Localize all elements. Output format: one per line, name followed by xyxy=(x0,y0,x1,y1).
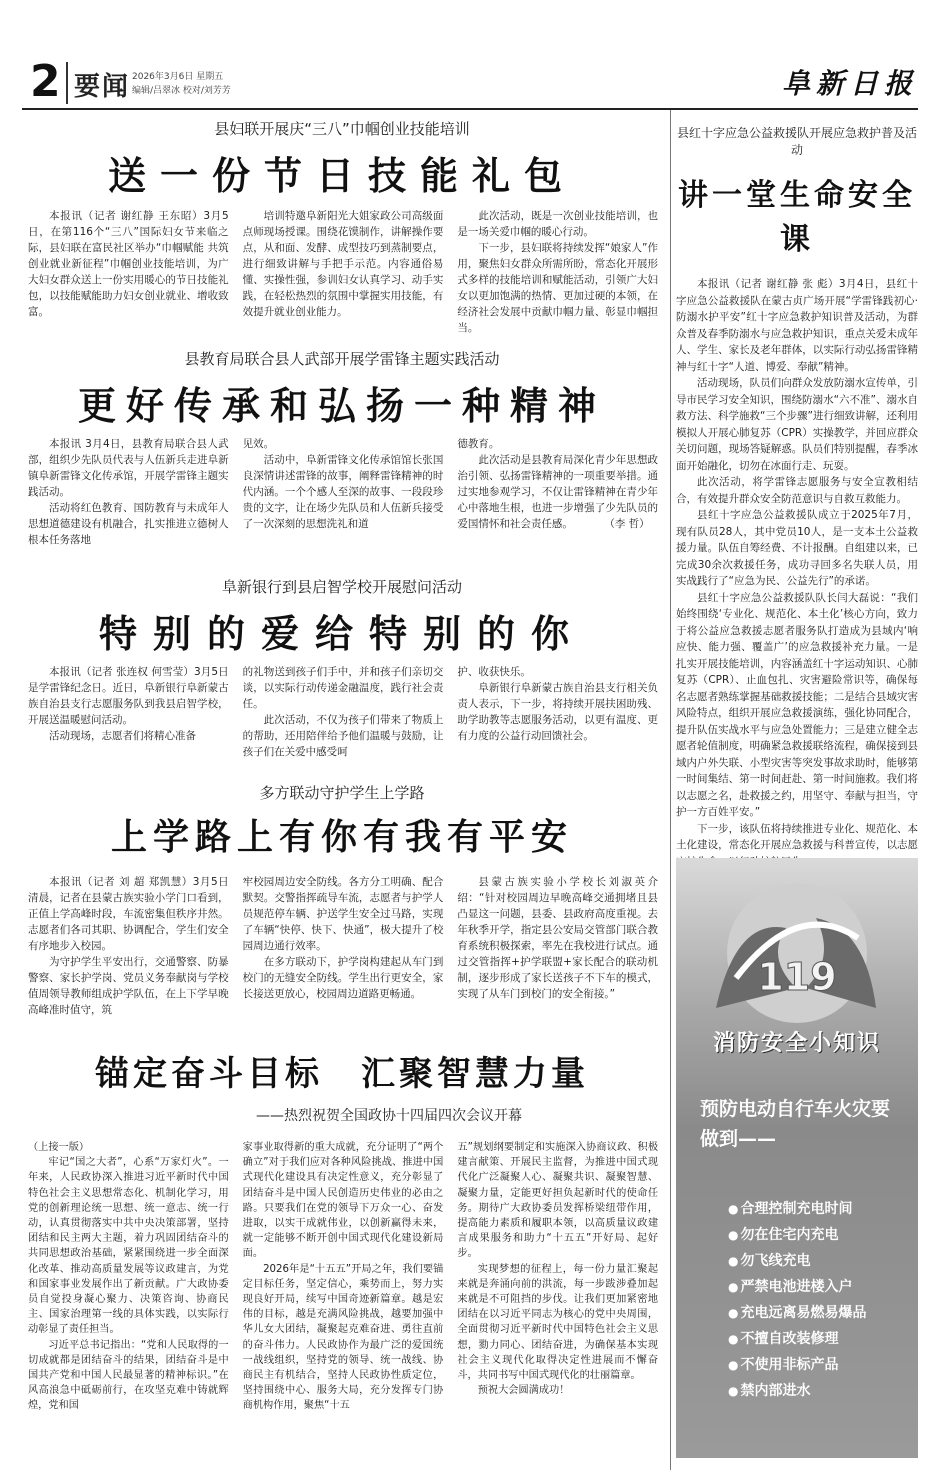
body-column xyxy=(243,208,444,336)
issue-info xyxy=(132,70,231,98)
body-paragraph: 习近平总书记指出：“党和人民取得的一切成就都是团结奋斗的结果，团结奋斗是中国共产党和中国人民最显著的精神标识。”在风高浪急中砥砺前行，在攻坚克难中铸就辉煌，党和国 xyxy=(28,1339,229,1412)
article-cppcc xyxy=(22,1046,662,1125)
body-column xyxy=(28,208,229,336)
article-kicker: 阜新银行到县启智学校开展慰问活动 xyxy=(221,578,462,596)
fire-safety-item: ● 充电远离易燃易爆品 xyxy=(728,1300,908,1326)
article-subtitle: ——热烈祝贺全国政协十四届四次会议开幕 xyxy=(256,1108,522,1124)
body-paragraph: 2026年是“十五五”开局之年，我们要锚定目标任务，坚定信心，乘势而上，努力实现良好开局，续写中国奇迹新篇章。越是宏伟的目标，越是充满风险挑战，越要加强中华儿女大团结，凝聚起克难奋进、勇往直前的奋斗伟力。人民政协作为最广泛的爱国统一战线组织，坚持党的领导、统一战线、协商民主有机结合，坚持人民政协性质定位，坚持围绕中心、服务大局，充分发挥专门协商机构作用，聚焦“十五 xyxy=(242,1263,444,1412)
body-column xyxy=(28,1140,229,1414)
body-paragraph: 本报讯（记者 谢红静 王东昭）3月5日，在第116个“三八”国际妇女节来临之际，县妇联在富民社区举办“巾帼赋能 共筑创业就业新征程”巾帼创业技能培训，为广大妇女群众送上一份实用暖心的节日技能礼包，以技能赋能助力妇女创业就业、增收致富。 xyxy=(28,210,229,318)
page-number-divider xyxy=(66,62,68,104)
article-headline: 更好传承和弘扬一种精神 xyxy=(77,383,606,428)
body-paragraph: 牢校园周边安全防线。各方分工明确、配合默契。交警指挥疏导车流，志愿者与护学人员规范停车辆、护送学生安全过马路，实现了车辆“快停、快下、快通”，极大提升了校园周边通行效率。 xyxy=(242,876,444,952)
body-column xyxy=(243,1140,444,1414)
body-paragraph: 阜新银行阜新蒙古族自治县支行相关负责人表示，下一步，将持续开展扶困助残、助学助教等志愿服务活动，以更有温度、更有力度的公益行动回馈社会。 xyxy=(457,682,659,742)
article-headline: 特别的爱给特别的你 xyxy=(98,611,585,656)
article-headline: 锚定奋斗目标 汇聚智慧力量 xyxy=(95,1054,589,1094)
sidebar-article-first-aid xyxy=(676,110,918,870)
fire-safety-item: ● 不使用非标产品 xyxy=(728,1352,908,1378)
body-column xyxy=(457,874,658,1018)
article-kicker: 县教育局联合县人武部开展学雷锋主题实践活动 xyxy=(184,350,500,368)
body-paragraph: 活动现场，志愿者们将精心准备 xyxy=(49,730,196,742)
body-paragraph: 牢记“国之大者”，心系“万家灯火”。一年来，人民政协深入推进习近平新时代中国特色社会主义思想常态化、机制化学习，用党的创新理论统一思想、统一意志、统一行动，认真贯彻落实中共中央决策部署，坚持团结和民主两大主题，着力巩固团结奋斗的共同思想政治基础，紧紧围绕进一步全面深化改革、推动高质量发展等议政建言，为党和国家事业发展作出了新贡献。广大政协委员自觉投身凝心聚力、决策咨询、协商民主、国家治理第一线的具体实践，以实际行动彰显了责任担当。 xyxy=(28,1157,229,1336)
article-body xyxy=(28,664,658,760)
body-paragraph: 本报讯（记者 刘 超 郑凯慧）3月5日清晨，记者在县蒙古族实验小学门口看到，正值上学高峰时段，车流密集但秩序井然。志愿者们各司其职、协调配合，学生们安全有序地步入校园。 xyxy=(28,876,229,952)
body-column xyxy=(28,436,229,548)
article-body xyxy=(28,208,658,336)
sidebar-divider xyxy=(670,110,671,1470)
body-paragraph: 此次活动，将学雷锋志愿服务与安全宣教相结合，有效提升群众安全防范意识与自救互救能力。 xyxy=(676,476,918,505)
body-paragraph: 护、收获快乐。 xyxy=(457,666,531,678)
article-school-safety xyxy=(22,782,662,860)
fire-safety-box xyxy=(676,858,918,1458)
article-lei-feng xyxy=(22,348,662,430)
body-paragraph: 家事业取得新的重大成就，充分证明了“两个确立”对于我们应对各种风险挑战、推进中国式现代化建设具有决定性意义，充分彰显了团结奋斗是中国人民创造历史伟业的必由之路。只要我们在党的领导下万众一心、奋发进取，以实干成就伟业，以创新赢得未来，就一定能够不断开创中国式现代化建设新局面。 xyxy=(242,1142,444,1260)
body-column xyxy=(28,664,229,760)
fire-safety-list xyxy=(728,1196,908,1404)
fire-box-title: 消防安全小知识 xyxy=(712,1031,881,1056)
body-paragraph: 县红十字应急公益救援队成立于2025年7月，现有队员28人，其中党员10人，是一支本土公益救援力量。队伍自筹经费、不计报酬。自组建以来，已完成30余次救援任务，成功寻回多名失联人员，用实战践行了“应急为民、公益先行”的承诺。 xyxy=(676,509,918,587)
body-paragraph: 此次活动，不仅为孩子们带来了物质上的帮助，还用陪伴给予他们温暖与鼓励，让孩子们在关爱中感受呵 xyxy=(242,714,444,758)
article-headline: 送一份节日技能礼包 xyxy=(107,153,576,198)
body-paragraph: 活动将红色教育、国防教育与未成年人思想道德建设有机融合，扎实推进立德树人根本任务落地 xyxy=(28,502,229,546)
body-paragraph: 县蒙古族实验小学校长刘淑英介绍：“针对校园周边早晚高峰交通拥堵且县凸显这一问题，县委、县政府高度重视。去年秋季开学，指定县公安局交管部门联合教育系统积极探索，率先在我校进行试点。通过交管指挥+护学联盟+家长配合的联动机制，逐步形成了家长送孩子不下车的模式，实现了从车门到校门的安全衔接。” xyxy=(457,876,659,1000)
fire-safety-item: ● 勿飞线充电 xyxy=(728,1248,908,1274)
body-paragraph: 活动现场，队员们向群众发放防溺水宣传单，引导市民学习安全知识，围绕防溺水“六不准”、溺水自救方法、科学施救“三个步骤”进行细致讲解，还利用模拟人开展心肺复苏（CPR）实操教学，并回应群众关切问题，现场答疑解惑。队员们特别提醒，春季冰面开始融化，切勿在冰面行走、玩耍。 xyxy=(676,377,918,472)
fire-safety-item: ● 禁内部进水 xyxy=(728,1378,908,1404)
article-kicker: 县妇联开展庆“三八”巾帼创业技能培训 xyxy=(214,120,470,138)
fire-safety-item: ● 勿在住宅内充电 xyxy=(728,1222,908,1248)
body-paragraph: 活动中，阜新雷锋文化传承馆馆长张国良深情讲述雷锋的故事，阐释雷锋精神的时代内涵。一个个感人至深的故事、一段段珍贵的文字，让在场少先队员和人伍新兵接受了一次深刻的思想洗礼和道 xyxy=(242,454,444,530)
body-column xyxy=(457,208,658,336)
issue-date: 2026年3月6日 星期五 xyxy=(132,72,224,82)
masthead xyxy=(22,58,922,108)
fire-safety-item: ● 严禁电池进楼入户 xyxy=(728,1274,908,1300)
article-body xyxy=(28,436,658,548)
body-paragraph: 的礼物送到孩子们手中，并和孩子们亲切交谈，以实际行动传递金融温度，践行社会责任。 xyxy=(242,666,444,710)
body-paragraph: 为守护学生平安出行，交通警察、防暴警察、家长护学岗、党员义务奉献岗与学校值周领导教师组成护学队伍，在上下学早晚高峰准时值守，筑 xyxy=(28,956,229,1016)
body-column xyxy=(457,436,658,548)
article-kicker: 多方联动守护学生上学路 xyxy=(259,784,425,802)
body-paragraph: 县红十字应急公益救援队队长闫大磊说：“我们始终围绕‘专业化、规范化、本土化’核心方向，致力于将公益应急救援志愿者服务队打造成为县域内‘响应快、能力强、覆盖广’的应急救援补充力量。一是扎实开展技能培训，内容涵盖红十字运动知识、心肺复苏（CPR）、止血包扎、灾害避险常识等，确保每名志愿者熟练掌握基础救援技能；二是结合县域灾害风险特点，组织开展应急救援演练，强化协同配合，提升队伍实战水平与应急处置能力；三是建立健全志愿者轮值制度，明确紧急救援联络流程，确保接到县域内户外失联、小型灾害等突发事故求助时，能够第一时间集结、第一时间赶赴、第一时间施救。我们将以志愿之名，赴救援之约，用坚守、奉献与担当，守护一方百姓平安。” xyxy=(676,591,918,818)
body-paragraph: 下一步，县妇联将持续发挥“娘家人”作用，聚焦妇女群众所需所盼，常态化开展形式多样的技能培训和赋能活动，引领广大妇女以更加饱满的热情、更加过硬的本领，在经济社会发展中贡献巾帼力量、彰显巾帼担当。 xyxy=(457,242,659,334)
body-paragraph: 本报讯（记者 张连权 何雪莹）3月5日是学雷锋纪念日。近日，阜新银行阜新蒙古族自治县支行志愿服务队到我县启智学校，开展送温暖慰问活动。 xyxy=(28,666,229,726)
body-paragraph: 预祝大会圆满成功！ xyxy=(477,1385,570,1397)
page-number: 2 xyxy=(30,56,61,107)
body-paragraph: 本报讯 3月4日，县教育局联合县人武部，组织少先队员代表与人伍新兵走进阜新镇阜新雷锋文化传承馆，开展学雷锋主题实践活动。 xyxy=(28,438,229,498)
emergency-number: 119 xyxy=(757,955,837,999)
fire-safety-item: ● 不擅自改装修理 xyxy=(728,1326,908,1352)
article-headline: 上学路上有你有我有平安 xyxy=(110,816,573,858)
body-paragraph: 此次活动，既是一次创业技能培训，也是一场关爱巾帼的暖心行动。 xyxy=(457,210,659,238)
fire-safety-item: ● 合理控制充电时间 xyxy=(728,1196,908,1222)
body-paragraph: 实现梦想的征程上，每一份力量汇聚起来就是奔涌向前的洪流，每一步跋涉叠加起来就是不可阻挡的步伐。让我们更加紧密地团结在以习近平同志为核心的党中央周围，全面贯彻习近平新时代中国特色社会主义思想，勠力同心、团结奋进，为确保基本实现社会主义现代化取得决定性进展而不懈奋斗，共同书写中国式现代化的壮丽篇章。 xyxy=(457,1263,659,1382)
body-column xyxy=(243,664,444,760)
body-paragraph: 见效。 xyxy=(242,438,275,450)
article-bank-visit xyxy=(22,576,662,658)
body-column xyxy=(243,874,444,1018)
body-column xyxy=(243,436,444,548)
editor-credits: 编辑/吕翠冰 校对/刘芳芳 xyxy=(132,86,231,96)
body-paragraph: 下一步，该队伍将持续推进专业化、规范化、本土化建设，常态化开展应急救援与科普宣传，以志愿 xyxy=(676,822,918,851)
sidebar-body xyxy=(676,276,918,870)
article-body xyxy=(28,1140,658,1414)
body-paragraph: 在多方联动下，护学岗构建起从车门到校门的无缝安全防线。学生出行更安全，家长接送更放心，校园周边道路更畅通。 xyxy=(242,956,444,1000)
section-name: 要闻 xyxy=(74,72,131,102)
body-paragraph: 本报讯（记者 谢红静 张 彪）3月4日，县红十字应急公益救援队在蒙古贞广场开展“学雷锋践初心·防溺水护平安”红十字应急救护知识普及活动，为群众普及春季防溺水与应急救护知识，重点关爱未成年人、学生、家长及老年群体，以实际行动弘扬雷锋精神与红十字“人道、博爱、奉献”精神。 xyxy=(676,278,918,373)
body-paragraph: （上接一版） xyxy=(28,1142,90,1153)
sidebar-kicker: 县红十字应急公益救援队开展应急救护普及活动 xyxy=(676,126,917,157)
article-body xyxy=(28,874,658,1018)
body-column xyxy=(28,874,229,1018)
body-column xyxy=(457,1140,658,1414)
sidebar-headline: 讲一堂生命安全课 xyxy=(678,178,916,257)
body-paragraph: 此次活动是县教育局深化青少年思想政治引领、弘扬雷锋精神的一项重要举措。通过实地参观学习，不仅让雷锋精神在青少年心中落地生根，也进一步增强了少先队员的爱国情怀和社会责任感。 （李 哲） xyxy=(457,454,659,530)
body-paragraph: 德教育。 xyxy=(457,438,500,450)
body-column xyxy=(457,664,658,760)
newspaper-logo: 阜新日报 xyxy=(781,67,918,100)
body-paragraph: 培训特邀阜新阳光大姐家政公司高级面点师现场授课。围绕花馍制作，讲解操作要点，从和面、发酵、成型技巧到蒸制要点，进行细致讲解与手把手示范。内容通俗易懂、实操性强，参训妇女认真学习、动手实践，在轻松热烈的氛围中掌握实用技能，有效提升就业创业能力。 xyxy=(242,210,444,318)
body-paragraph: 五”规划纲要制定和实施深入协商议政、积极建言献策、开展民主监督，为推进中国式现代化广泛凝聚人心、凝聚共识、凝聚智慧、凝聚力量，定能更好担负起新时代的使命任务。期待广大政协委员发挥桥梁纽带作用，提高能力素质和履职本领，以高质量议政建言成果服务和助力“十五五”开好局、起好步。 xyxy=(457,1142,659,1260)
fire-box-subtitle: 预防电动自行车火灾要做到—— xyxy=(700,1098,891,1150)
article-skills-training xyxy=(22,118,662,200)
